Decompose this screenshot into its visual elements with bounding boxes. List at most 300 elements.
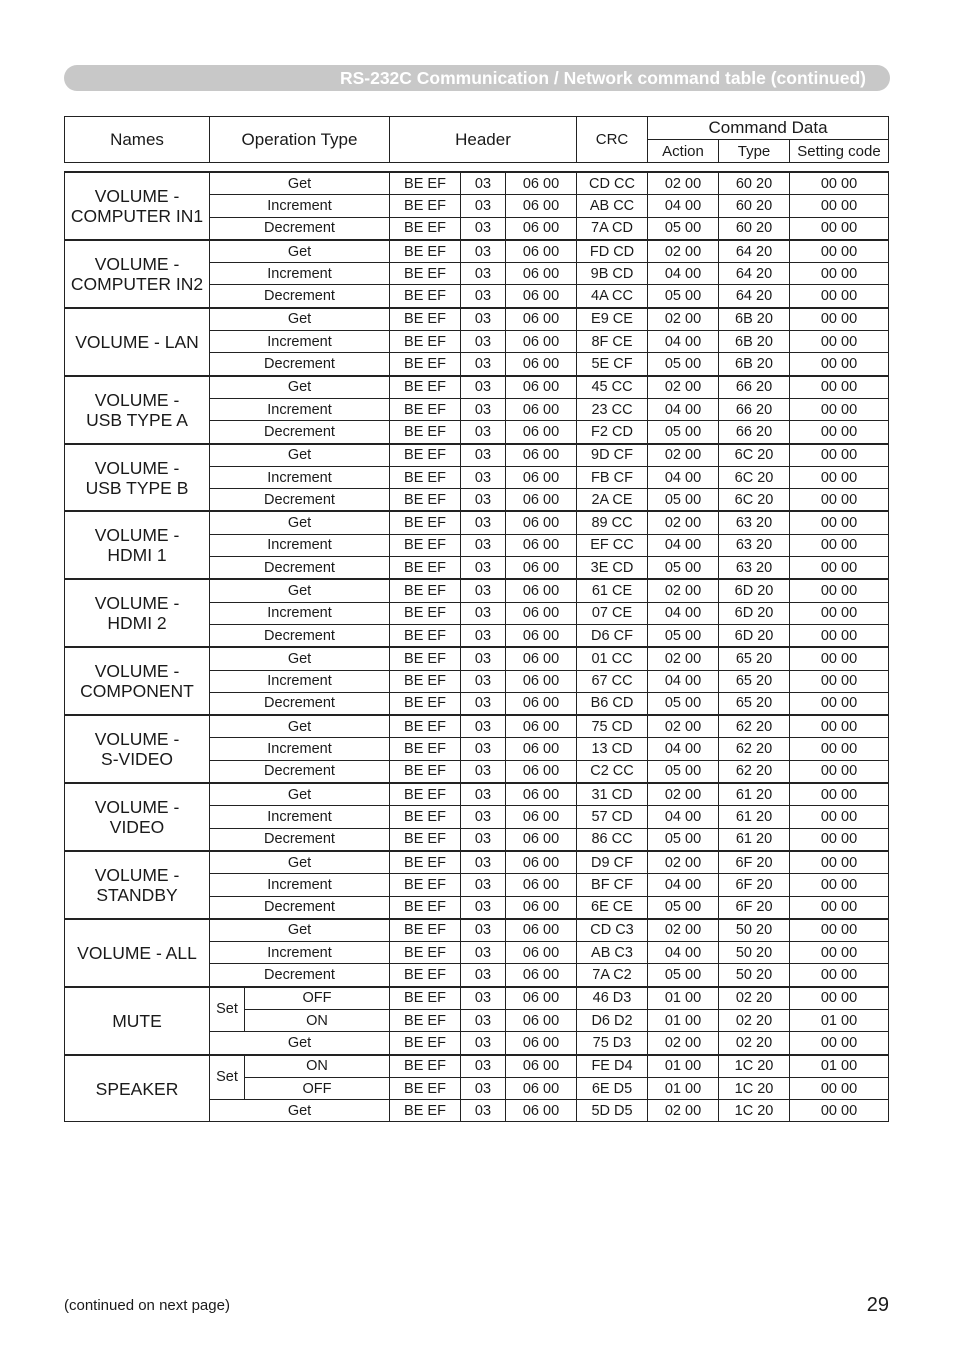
header-byte-1: BE EF xyxy=(390,444,461,467)
command-name: VOLUME - HDMI 2 xyxy=(65,579,210,647)
header-byte-2: 03 xyxy=(461,738,506,760)
header-byte-3: 06 00 xyxy=(506,489,577,512)
operation-type: ON xyxy=(245,1055,390,1078)
setting-code-value: 00 00 xyxy=(790,896,889,919)
table-row xyxy=(65,240,889,263)
action-value: 02 00 xyxy=(648,240,719,263)
action-value: 04 00 xyxy=(648,874,719,896)
type-value: 60 20 xyxy=(719,172,790,195)
command-name: VOLUME - COMPUTER IN2 xyxy=(65,240,210,308)
crc-value: 2A CE xyxy=(577,489,648,512)
type-value: 61 20 xyxy=(719,806,790,828)
header-byte-1: BE EF xyxy=(390,376,461,399)
header-byte-1: BE EF xyxy=(390,1077,461,1099)
header-byte-3: 06 00 xyxy=(506,511,577,534)
operation-type: Decrement xyxy=(210,624,390,647)
header-byte-1: BE EF xyxy=(390,172,461,195)
crc-value: D6 CF xyxy=(577,624,648,647)
operation-type: Decrement xyxy=(210,828,390,851)
setting-code-value: 00 00 xyxy=(790,1077,889,1099)
operation-type: Get xyxy=(210,308,390,331)
crc-value: FE D4 xyxy=(577,1055,648,1078)
header-byte-3: 06 00 xyxy=(506,534,577,556)
header-byte-2: 03 xyxy=(461,874,506,896)
crc-value: 7A CD xyxy=(577,217,648,240)
operation-type: Decrement xyxy=(210,760,390,783)
header-byte-1: BE EF xyxy=(390,534,461,556)
type-value: 64 20 xyxy=(719,285,790,308)
setting-code-value: 00 00 xyxy=(790,828,889,851)
table-row xyxy=(65,919,889,942)
crc-value: FB CF xyxy=(577,466,648,488)
setting-code-value: 00 00 xyxy=(790,534,889,556)
header-byte-3: 06 00 xyxy=(506,874,577,896)
header-byte-2: 03 xyxy=(461,1077,506,1099)
page-title: RS-232C Communication / Network command table (continued) xyxy=(64,65,890,91)
crc-value: 6E D5 xyxy=(577,1077,648,1099)
header-byte-3: 06 00 xyxy=(506,263,577,285)
action-value: 02 00 xyxy=(648,851,719,874)
header-byte-2: 03 xyxy=(461,783,506,806)
command-name: VOLUME - USB TYPE B xyxy=(65,444,210,512)
crc-value: 9D CF xyxy=(577,444,648,467)
table-row xyxy=(65,172,889,195)
table-row xyxy=(65,647,889,670)
operation-type: Get xyxy=(210,647,390,670)
header-byte-2: 03 xyxy=(461,263,506,285)
action-value: 02 00 xyxy=(648,511,719,534)
command-name: MUTE xyxy=(65,987,210,1055)
setting-code-value: 00 00 xyxy=(790,195,889,217)
header-byte-3: 06 00 xyxy=(506,579,577,602)
crc-value: AB C3 xyxy=(577,942,648,964)
header-byte-2: 03 xyxy=(461,670,506,692)
header-byte-1: BE EF xyxy=(390,942,461,964)
action-value: 05 00 xyxy=(648,964,719,987)
header-byte-2: 03 xyxy=(461,964,506,987)
header-byte-3: 06 00 xyxy=(506,670,577,692)
header-byte-2: 03 xyxy=(461,1009,506,1031)
type-value: 6B 20 xyxy=(719,353,790,376)
header-byte-1: BE EF xyxy=(390,331,461,353)
operation-type: Decrement xyxy=(210,489,390,512)
setting-code-value: 00 00 xyxy=(790,919,889,942)
set-label: Set xyxy=(210,1055,245,1100)
header-byte-1: BE EF xyxy=(390,647,461,670)
type-value: 65 20 xyxy=(719,647,790,670)
header-byte-2: 03 xyxy=(461,760,506,783)
type-value: 6B 20 xyxy=(719,331,790,353)
operation-type: Get xyxy=(210,376,390,399)
type-value: 1C 20 xyxy=(719,1100,790,1122)
header-byte-1: BE EF xyxy=(390,828,461,851)
crc-value: EF CC xyxy=(577,534,648,556)
setting-code-value: 00 00 xyxy=(790,240,889,263)
type-value: 6D 20 xyxy=(719,602,790,624)
setting-code-value: 00 00 xyxy=(790,987,889,1010)
crc-value: 75 CD xyxy=(577,715,648,738)
header-byte-2: 03 xyxy=(461,466,506,488)
header-byte-1: BE EF xyxy=(390,263,461,285)
header-byte-2: 03 xyxy=(461,851,506,874)
action-value: 02 00 xyxy=(648,444,719,467)
crc-value: BF CF xyxy=(577,874,648,896)
type-value: 6D 20 xyxy=(719,579,790,602)
header-byte-1: BE EF xyxy=(390,1055,461,1078)
col-setting-code: Setting code xyxy=(790,140,889,163)
operation-type: Decrement xyxy=(210,964,390,987)
setting-code-value: 00 00 xyxy=(790,217,889,240)
crc-value: D6 D2 xyxy=(577,1009,648,1031)
action-value: 02 00 xyxy=(648,783,719,806)
header-byte-2: 03 xyxy=(461,919,506,942)
operation-type: Increment xyxy=(210,534,390,556)
operation-type: Increment xyxy=(210,874,390,896)
crc-value: 23 CC xyxy=(577,398,648,420)
setting-code-value: 00 00 xyxy=(790,715,889,738)
header-byte-1: BE EF xyxy=(390,624,461,647)
action-value: 01 00 xyxy=(648,1055,719,1078)
header-byte-3: 06 00 xyxy=(506,217,577,240)
type-value: 6F 20 xyxy=(719,896,790,919)
action-value: 04 00 xyxy=(648,331,719,353)
header-byte-1: BE EF xyxy=(390,489,461,512)
col-crc: CRC xyxy=(577,117,648,163)
crc-value: 5D D5 xyxy=(577,1100,648,1122)
type-value: 61 20 xyxy=(719,783,790,806)
header-byte-2: 03 xyxy=(461,987,506,1010)
header-byte-1: BE EF xyxy=(390,670,461,692)
command-name: VOLUME - COMPUTER IN1 xyxy=(65,172,210,240)
header-byte-2: 03 xyxy=(461,692,506,715)
crc-value: 75 D3 xyxy=(577,1032,648,1055)
setting-code-value: 00 00 xyxy=(790,421,889,444)
header-byte-1: BE EF xyxy=(390,602,461,624)
action-value: 02 00 xyxy=(648,1032,719,1055)
command-name: VOLUME - STANDBY xyxy=(65,851,210,919)
setting-code-value: 01 00 xyxy=(790,1009,889,1031)
operation-type: ON xyxy=(245,1009,390,1031)
crc-value: D9 CF xyxy=(577,851,648,874)
header-byte-1: BE EF xyxy=(390,353,461,376)
operation-type: Decrement xyxy=(210,353,390,376)
operation-type: Increment xyxy=(210,398,390,420)
setting-code-value: 00 00 xyxy=(790,444,889,467)
type-value: 1C 20 xyxy=(719,1055,790,1078)
type-value: 50 20 xyxy=(719,964,790,987)
action-value: 01 00 xyxy=(648,987,719,1010)
crc-value: 45 CC xyxy=(577,376,648,399)
header-byte-2: 03 xyxy=(461,1100,506,1122)
action-value: 02 00 xyxy=(648,308,719,331)
header-byte-2: 03 xyxy=(461,511,506,534)
action-value: 02 00 xyxy=(648,579,719,602)
header-byte-2: 03 xyxy=(461,647,506,670)
header-byte-3: 06 00 xyxy=(506,557,577,580)
crc-value: 5E CF xyxy=(577,353,648,376)
crc-value: 46 D3 xyxy=(577,987,648,1010)
header-byte-2: 03 xyxy=(461,715,506,738)
header-byte-3: 06 00 xyxy=(506,987,577,1010)
header-byte-3: 06 00 xyxy=(506,1032,577,1055)
header-byte-3: 06 00 xyxy=(506,783,577,806)
type-value: 6B 20 xyxy=(719,308,790,331)
header-byte-2: 03 xyxy=(461,353,506,376)
header-byte-3: 06 00 xyxy=(506,444,577,467)
setting-code-value: 00 00 xyxy=(790,579,889,602)
col-type: Type xyxy=(719,140,790,163)
header-byte-3: 06 00 xyxy=(506,896,577,919)
type-value: 6C 20 xyxy=(719,444,790,467)
operation-type: Decrement xyxy=(210,285,390,308)
header-byte-1: BE EF xyxy=(390,240,461,263)
operation-type: Get xyxy=(210,1100,390,1122)
table-row xyxy=(65,376,889,399)
crc-value: 57 CD xyxy=(577,806,648,828)
crc-value: 86 CC xyxy=(577,828,648,851)
header-byte-3: 06 00 xyxy=(506,1055,577,1078)
header-byte-1: BE EF xyxy=(390,285,461,308)
setting-code-value: 00 00 xyxy=(790,172,889,195)
header-byte-1: BE EF xyxy=(390,466,461,488)
operation-type: Increment xyxy=(210,466,390,488)
header-byte-1: BE EF xyxy=(390,738,461,760)
header-byte-2: 03 xyxy=(461,489,506,512)
header-byte-3: 06 00 xyxy=(506,964,577,987)
action-value: 04 00 xyxy=(648,670,719,692)
operation-type: Decrement xyxy=(210,557,390,580)
header-byte-2: 03 xyxy=(461,331,506,353)
action-value: 05 00 xyxy=(648,217,719,240)
header-byte-3: 06 00 xyxy=(506,1077,577,1099)
header-byte-3: 06 00 xyxy=(506,919,577,942)
header-byte-1: BE EF xyxy=(390,579,461,602)
table-row xyxy=(65,715,889,738)
header-byte-3: 06 00 xyxy=(506,466,577,488)
command-name: VOLUME - HDMI 1 xyxy=(65,511,210,579)
header-byte-2: 03 xyxy=(461,240,506,263)
header-byte-3: 06 00 xyxy=(506,331,577,353)
setting-code-value: 00 00 xyxy=(790,398,889,420)
table-row xyxy=(65,308,889,331)
setting-code-value: 00 00 xyxy=(790,263,889,285)
header-byte-1: BE EF xyxy=(390,760,461,783)
header-byte-2: 03 xyxy=(461,308,506,331)
setting-code-value: 00 00 xyxy=(790,489,889,512)
header-byte-3: 06 00 xyxy=(506,692,577,715)
operation-type: Get xyxy=(210,444,390,467)
setting-code-value: 00 00 xyxy=(790,942,889,964)
crc-value: 6E CE xyxy=(577,896,648,919)
type-value: 63 20 xyxy=(719,557,790,580)
crc-value: 8F CE xyxy=(577,331,648,353)
type-value: 65 20 xyxy=(719,692,790,715)
header-byte-2: 03 xyxy=(461,806,506,828)
col-operation-type: Operation Type xyxy=(210,117,390,163)
type-value: 64 20 xyxy=(719,240,790,263)
header-byte-3: 06 00 xyxy=(506,172,577,195)
action-value: 02 00 xyxy=(648,715,719,738)
header-byte-2: 03 xyxy=(461,217,506,240)
setting-code-value: 00 00 xyxy=(790,964,889,987)
header-byte-3: 06 00 xyxy=(506,760,577,783)
header-byte-1: BE EF xyxy=(390,308,461,331)
header-byte-1: BE EF xyxy=(390,806,461,828)
operation-type: Increment xyxy=(210,263,390,285)
operation-type: OFF xyxy=(245,1077,390,1099)
action-value: 05 00 xyxy=(648,489,719,512)
operation-type: Increment xyxy=(210,331,390,353)
action-value: 05 00 xyxy=(648,421,719,444)
type-value: 02 20 xyxy=(719,1032,790,1055)
crc-value: CD CC xyxy=(577,172,648,195)
action-value: 05 00 xyxy=(648,896,719,919)
header-byte-1: BE EF xyxy=(390,1009,461,1031)
type-value: 62 20 xyxy=(719,738,790,760)
action-value: 05 00 xyxy=(648,353,719,376)
page-number: 29 xyxy=(866,1294,889,1316)
header-byte-3: 06 00 xyxy=(506,353,577,376)
col-action: Action xyxy=(648,140,719,163)
header-byte-2: 03 xyxy=(461,285,506,308)
type-value: 6C 20 xyxy=(719,489,790,512)
type-value: 6F 20 xyxy=(719,874,790,896)
operation-type: Get xyxy=(210,240,390,263)
type-value: 02 20 xyxy=(719,1009,790,1031)
command-table xyxy=(64,171,889,1122)
crc-value: 61 CE xyxy=(577,579,648,602)
action-value: 04 00 xyxy=(648,738,719,760)
action-value: 05 00 xyxy=(648,692,719,715)
action-value: 04 00 xyxy=(648,942,719,964)
crc-value: 9B CD xyxy=(577,263,648,285)
setting-code-value: 00 00 xyxy=(790,783,889,806)
action-value: 04 00 xyxy=(648,806,719,828)
set-label: Set xyxy=(210,987,245,1032)
operation-type: Decrement xyxy=(210,692,390,715)
operation-type: Increment xyxy=(210,602,390,624)
setting-code-value: 00 00 xyxy=(790,1100,889,1122)
crc-value: 4A CC xyxy=(577,285,648,308)
header-byte-1: BE EF xyxy=(390,896,461,919)
header-byte-3: 06 00 xyxy=(506,376,577,399)
header-byte-3: 06 00 xyxy=(506,285,577,308)
action-value: 01 00 xyxy=(648,1009,719,1031)
action-value: 04 00 xyxy=(648,263,719,285)
action-value: 05 00 xyxy=(648,285,719,308)
header-byte-1: BE EF xyxy=(390,557,461,580)
header-byte-3: 06 00 xyxy=(506,1009,577,1031)
table-row xyxy=(65,783,889,806)
table-row xyxy=(65,987,889,1010)
header-byte-1: BE EF xyxy=(390,692,461,715)
header-byte-2: 03 xyxy=(461,1032,506,1055)
crc-value: 89 CC xyxy=(577,511,648,534)
col-names: Names xyxy=(65,117,210,163)
header-byte-1: BE EF xyxy=(390,987,461,1010)
header-byte-1: BE EF xyxy=(390,511,461,534)
header-byte-2: 03 xyxy=(461,557,506,580)
setting-code-value: 00 00 xyxy=(790,511,889,534)
action-value: 02 00 xyxy=(648,172,719,195)
type-value: 02 20 xyxy=(719,987,790,1010)
operation-type: Increment xyxy=(210,670,390,692)
header-byte-2: 03 xyxy=(461,534,506,556)
header-byte-3: 06 00 xyxy=(506,421,577,444)
setting-code-value: 00 00 xyxy=(790,647,889,670)
type-value: 62 20 xyxy=(719,760,790,783)
operation-type: Increment xyxy=(210,806,390,828)
header-byte-3: 06 00 xyxy=(506,308,577,331)
operation-type: Get xyxy=(210,715,390,738)
header-byte-1: BE EF xyxy=(390,195,461,217)
operation-type: OFF xyxy=(245,987,390,1010)
operation-type: Decrement xyxy=(210,421,390,444)
table-header xyxy=(64,116,889,163)
type-value: 66 20 xyxy=(719,398,790,420)
action-value: 05 00 xyxy=(648,760,719,783)
type-value: 66 20 xyxy=(719,421,790,444)
setting-code-value: 00 00 xyxy=(790,760,889,783)
operation-type: Get xyxy=(210,783,390,806)
table-row xyxy=(65,511,889,534)
operation-type: Decrement xyxy=(210,217,390,240)
command-name: VOLUME - USB TYPE A xyxy=(65,376,210,444)
action-value: 04 00 xyxy=(648,398,719,420)
operation-type: Get xyxy=(210,172,390,195)
operation-type: Get xyxy=(210,1032,390,1055)
table-row xyxy=(65,851,889,874)
command-name: SPEAKER xyxy=(65,1055,210,1122)
header-byte-3: 06 00 xyxy=(506,738,577,760)
header-byte-2: 03 xyxy=(461,942,506,964)
operation-type: Get xyxy=(210,511,390,534)
setting-code-value: 01 00 xyxy=(790,1055,889,1078)
setting-code-value: 00 00 xyxy=(790,376,889,399)
crc-value: B6 CD xyxy=(577,692,648,715)
header-byte-3: 06 00 xyxy=(506,806,577,828)
type-value: 6D 20 xyxy=(719,624,790,647)
type-value: 50 20 xyxy=(719,942,790,964)
action-value: 04 00 xyxy=(648,466,719,488)
operation-type: Get xyxy=(210,919,390,942)
header-byte-2: 03 xyxy=(461,421,506,444)
crc-value: 01 CC xyxy=(577,647,648,670)
header-byte-1: BE EF xyxy=(390,398,461,420)
action-value: 04 00 xyxy=(648,534,719,556)
table-row xyxy=(65,444,889,467)
table-row xyxy=(65,1055,889,1078)
crc-value: 07 CE xyxy=(577,602,648,624)
header-byte-1: BE EF xyxy=(390,1100,461,1122)
header-byte-3: 06 00 xyxy=(506,647,577,670)
action-value: 04 00 xyxy=(648,195,719,217)
header-byte-2: 03 xyxy=(461,398,506,420)
setting-code-value: 00 00 xyxy=(790,670,889,692)
type-value: 66 20 xyxy=(719,376,790,399)
header-byte-2: 03 xyxy=(461,444,506,467)
setting-code-value: 00 00 xyxy=(790,851,889,874)
command-name: VOLUME - S-VIDEO xyxy=(65,715,210,783)
header-byte-2: 03 xyxy=(461,579,506,602)
type-value: 6C 20 xyxy=(719,466,790,488)
command-name: VOLUME - ALL xyxy=(65,919,210,987)
crc-value: 7A C2 xyxy=(577,964,648,987)
type-value: 61 20 xyxy=(719,828,790,851)
header-byte-1: BE EF xyxy=(390,919,461,942)
setting-code-value: 00 00 xyxy=(790,353,889,376)
header-byte-2: 03 xyxy=(461,828,506,851)
